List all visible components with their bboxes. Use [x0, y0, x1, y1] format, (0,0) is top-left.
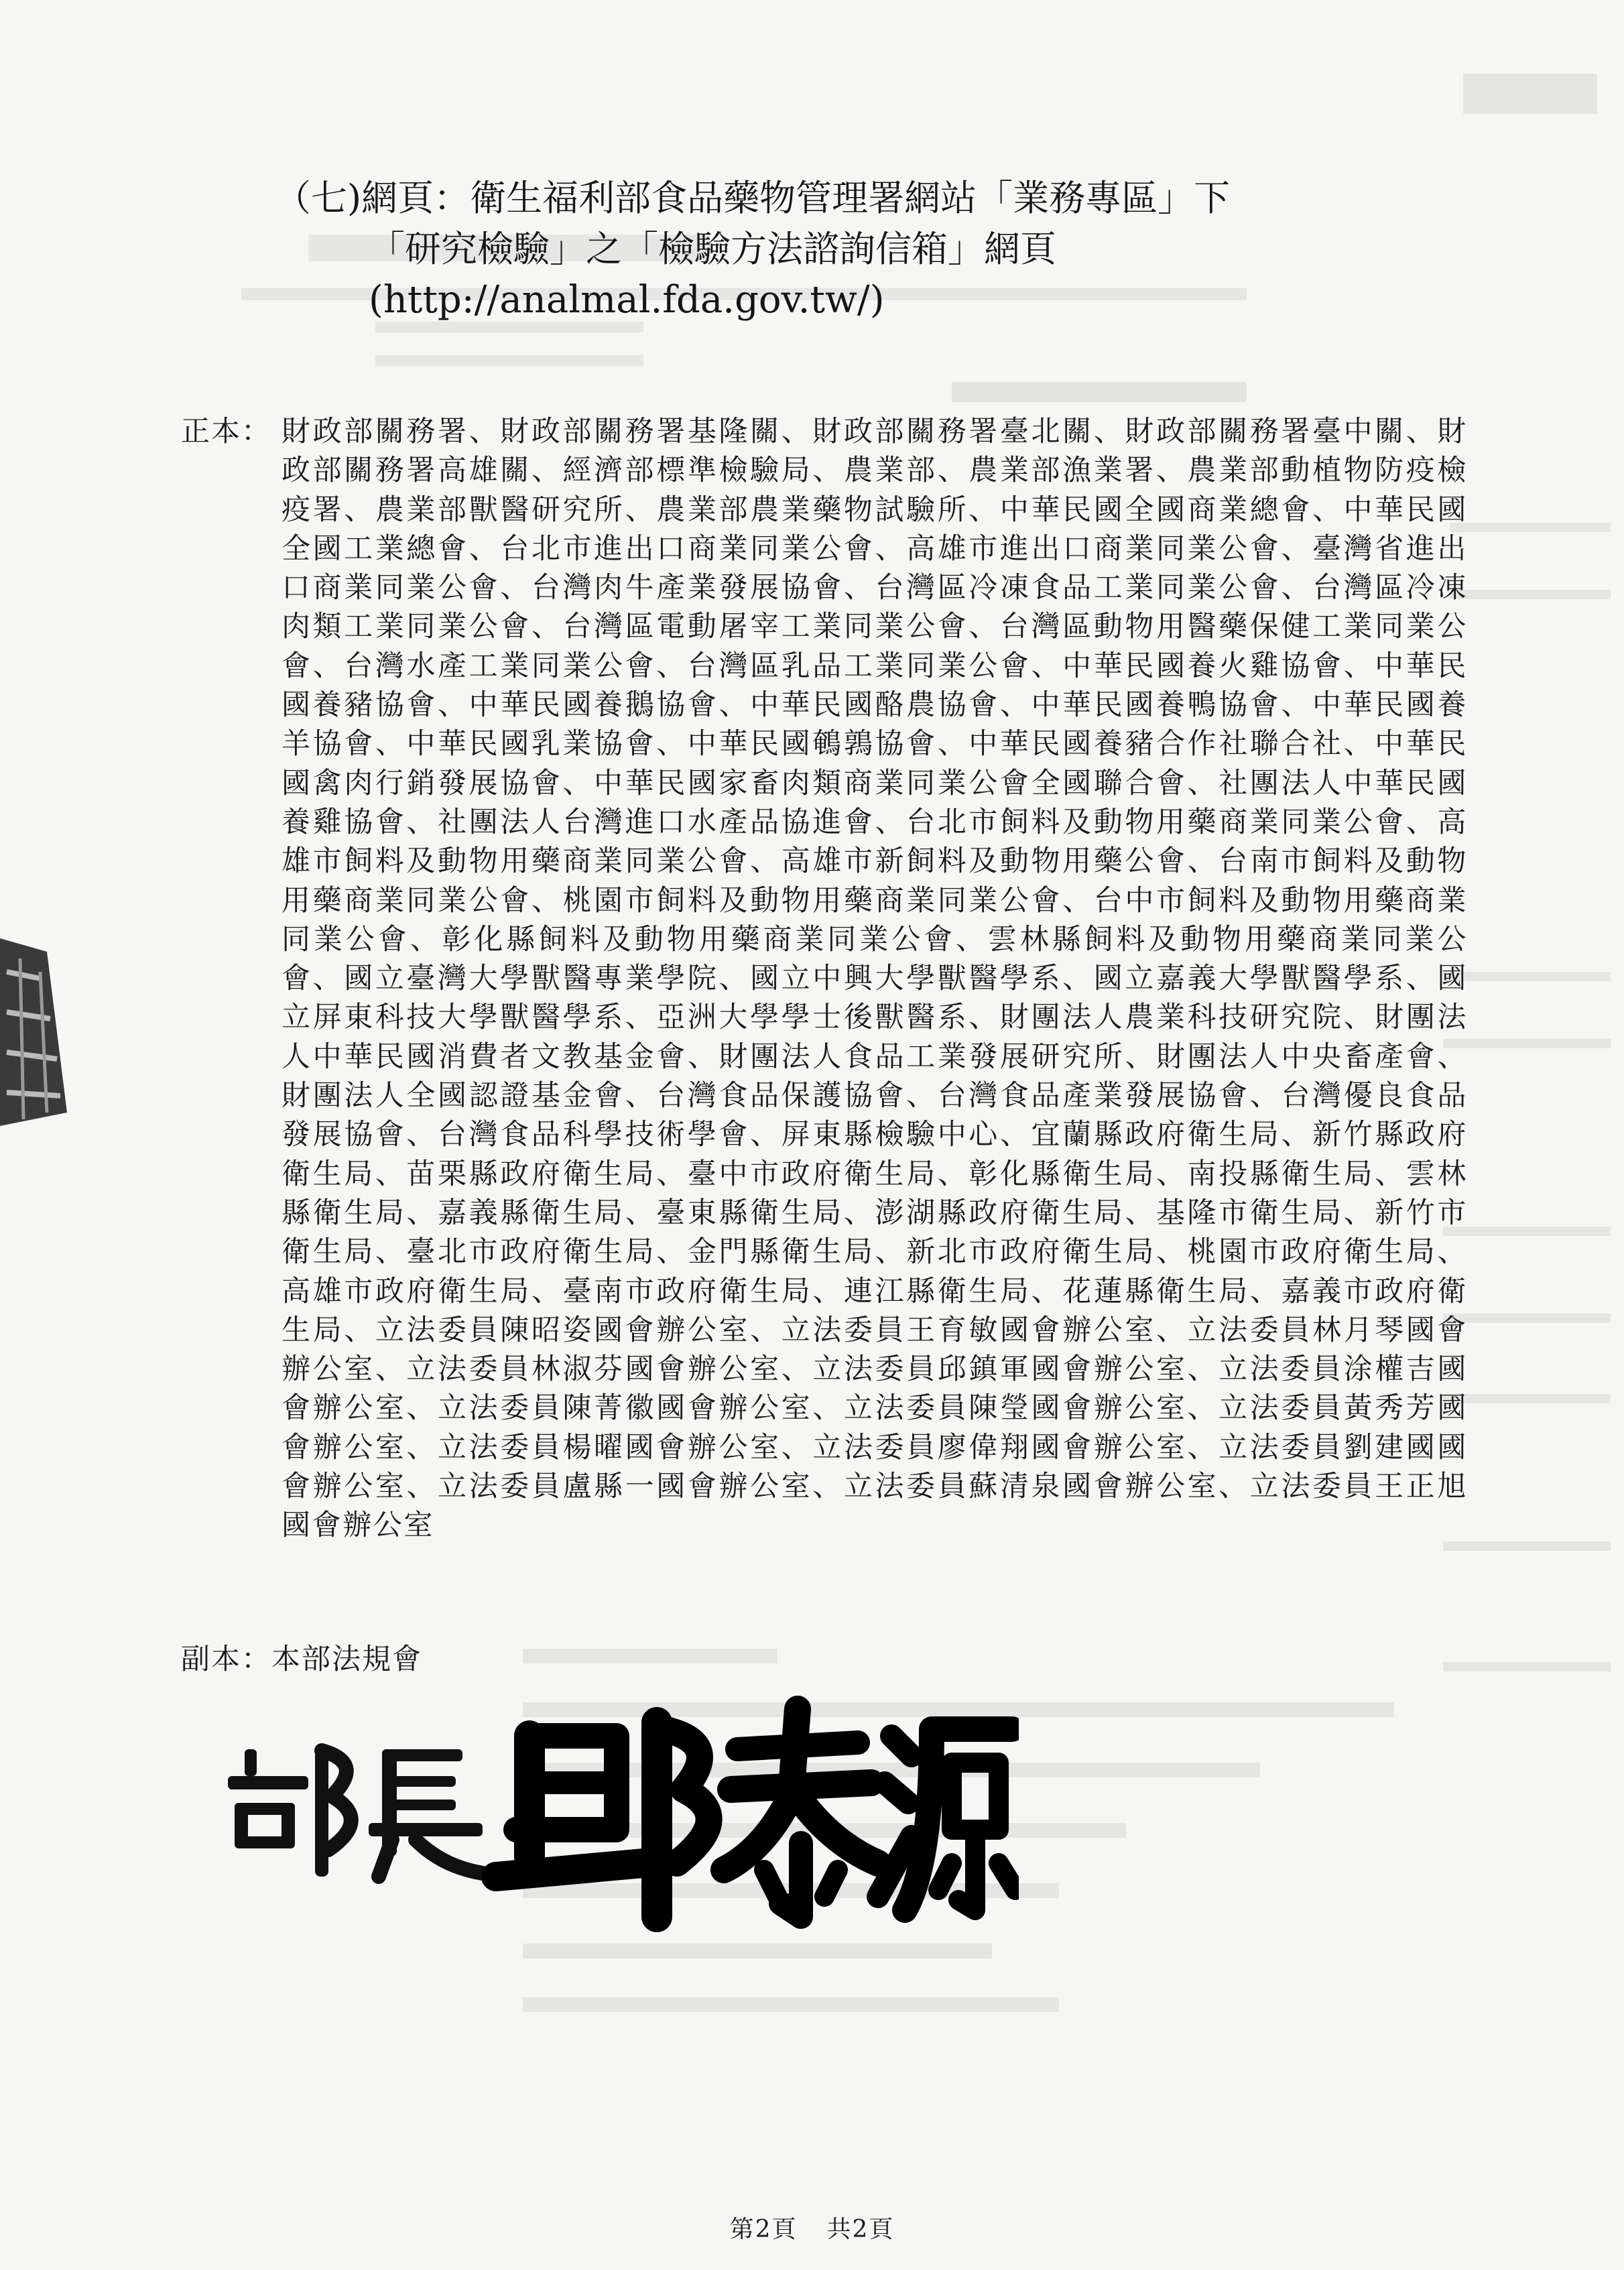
- carbon-copy-value: 本部法規會: [271, 1643, 422, 1676]
- section-item-web: [275, 173, 1495, 326]
- page-total: 共2頁: [826, 2216, 895, 2243]
- signature-name-glyphs: [496, 1709, 1015, 1917]
- recipients-block: [181, 412, 1468, 1546]
- carbon-copy-label: 副本：: [181, 1643, 271, 1676]
- section-line-2: 「研究檢驗」之「檢驗方法諮詢信箱」網頁: [369, 228, 1056, 270]
- page-number: 第2頁: [729, 2216, 798, 2243]
- seal-stamp-edge: [0, 932, 74, 1133]
- section-line-1: （七)網頁：衛生福利部食品藥物管理署網站「業務專區」下: [275, 177, 1231, 219]
- section-url: (http://analmal.fda.gov.tw/): [369, 278, 885, 322]
- recipients-list: 財政部關務署、財政部關務署基隆關、財政部關務署臺北關、財政部關務署臺中關、財政部關務署高雄關、經濟部標準檢驗局、農業部、農業部漁業署、農業部動植物防疫檢疫署、農業部獸醫研究所、農業部農業藥物試驗所、中華民國全國商業總會、中華民國全國工業總會、台北市進出口商業同業公會、高雄市進出口商業同業公會、臺灣省進出口商業同業公會、台灣肉牛產業發展協會、台灣區冷凍食品工業同業公會、台灣區冷凍肉類工業同業公會、台灣區電動屠宰工業同業公會、台灣區動物用醫藥保健工業同業公會、台灣水產工業同業公會、台灣區乳品工業同業公會、中華民國養火雞協會、中華民國養豬協會、中華民國養鵝協會、中華民國酪農協會、中華民國養鴨協會、中華民國養羊協會、中華民國乳業協會、中華民國鵪鶉協會、中華民國養豬合作社聯合社、中華民國禽肉行銷發展協會、中華民國家畜肉類商業同業公會全國聯合會、社團法人中華民國養雞協會、社團法人台灣進口水產品協進會、台北市飼料及動物用藥商業同業公會、高雄市飼料及動物用藥商業同業公會、高雄市新飼料及動物用藥公會、台南市飼料及動物用藥商業同業公會、桃園市飼料及動物用藥商業同業公會、台中市飼料及動物用藥商業同業公會、彰化縣飼料及動物用藥商業同業公會、雲林縣飼料及動物用藥商業同業公會、國立臺灣大學獸醫專業學院、國立中興大學獸醫學系、國立嘉義大學獸醫學系、國立屏東科技大學獸醫學系、亞洲大學學士後獸醫系、財團法人農業科技研究院、財團法人中華民國消費者文教基金會、財團法人食品工業發展研究所、財團法人中央畜產會、財團法人全國認證基金會、台灣食品保護協會、台灣食品產業發展協會、台灣優良食品發展協會、台灣食品科學技術學會、屏東縣檢驗中心、宜蘭縣政府衛生局、新竹縣政府衛生局、苗栗縣政府衛生局、臺中市政府衛生局、彰化縣衛生局、南投縣衛生局、雲林縣衛生局、嘉義縣衛生局、臺東縣衛生局、澎湖縣政府衛生局、基隆市衛生局、新竹市衛生局、臺北市政府衛生局、金門縣衛生局、新北市政府衛生局、桃園市政府衛生局、高雄市政府衛生局、臺南市政府衛生局、連江縣衛生局、花蓮縣衛生局、嘉義市政府衛生局、立法委員陳昭姿國會辦公室、立法委員王育敏國會辦公室、立法委員林月琴國會辦公室、立法委員林淑芬國會辦公室、立法委員邱鎮軍國會辦公室、立法委員涂權吉國會辦公室、立法委員陳菁徽國會辦公室、立法委員陳瑩國會辦公室、立法委員黃秀芳國會辦公室、立法委員楊曜國會辦公室、立法委員廖偉翔國會辦公室、立法委員劉建國國會辦公室、立法委員盧縣一國會辦公室、立法委員蘇清泉國會辦公室、立法委員王正旭國會辦公室: [282, 415, 1468, 1543]
- minister-signature-stamp: [214, 1696, 1019, 1937]
- signature-title-glyphs: [228, 1749, 483, 1877]
- recipients-label: 正本：: [181, 415, 271, 448]
- page-footer: [0, 2210, 1624, 2245]
- carbon-copy-line: [181, 1637, 422, 1678]
